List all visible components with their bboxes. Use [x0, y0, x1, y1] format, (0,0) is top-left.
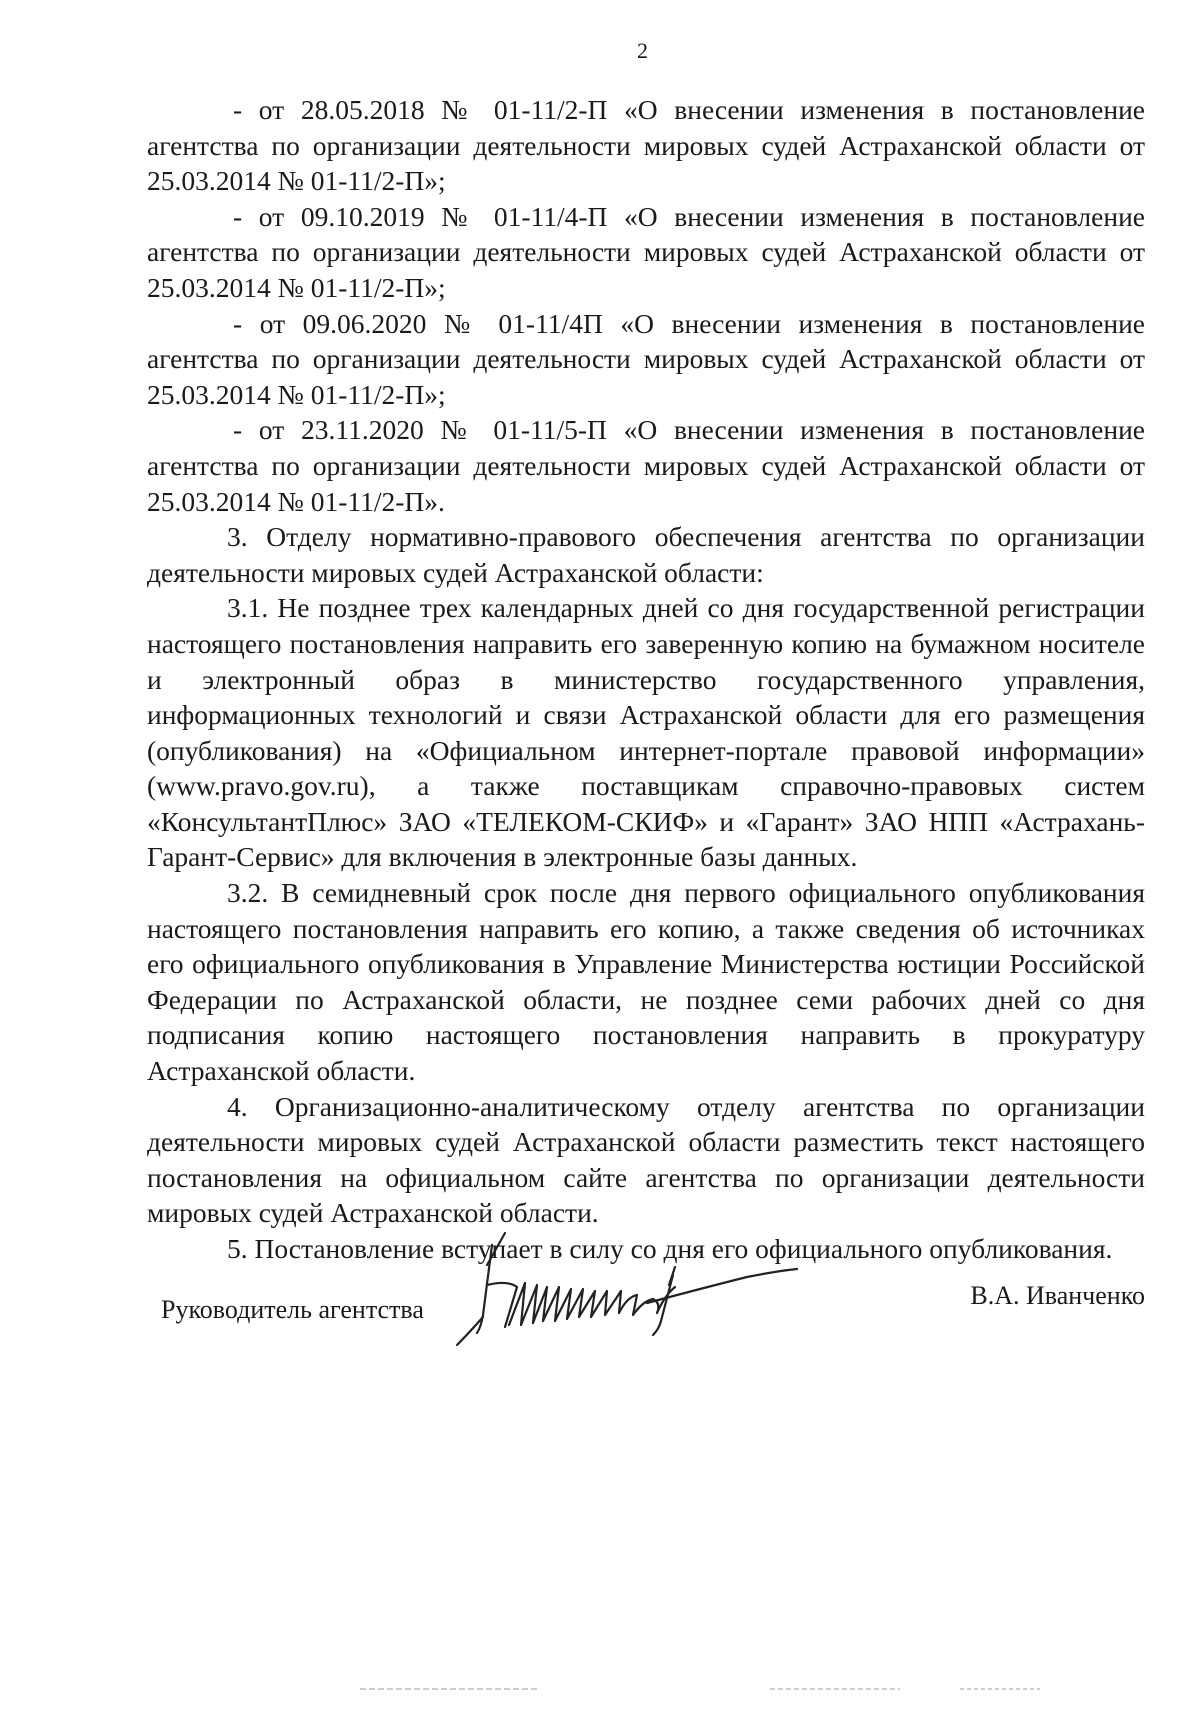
- handwritten-signature: [447, 1225, 827, 1355]
- signatory-name: В.А. Иванченко: [970, 1281, 1145, 1310]
- signatory-title: Руководитель агентства: [161, 1295, 424, 1324]
- clause-3: 3. Отделу нормативно-правового обеспечения агентства по организации деятельности мировых судей Астраханской области:: [147, 521, 1145, 588]
- amendment-item-3: - от 09.06.2020 № 01-11/4П «О внесении изменения в постановление агентства по организации деятельности мировых судей Астраханской области от 25.03.2014 № 01-11/2-П»;: [147, 307, 1145, 410]
- amendment-item-2: - от 09.10.2019 № 01-11/4-П «О внесении изменения в постановление агентства по организации деятельности мировых судей Астраханской области от 25.03.2014 № 01-11/2-П»;: [147, 200, 1145, 303]
- amendment-item-1: - от 28.05.2018 № 01-11/2-П «О внесении изменения в постановление агентства по организации деятельности мировых судей Астраханской области от 25.03.2014 № 01-11/2-П»;: [147, 94, 1145, 197]
- clause-3-1: 3.1. Не позднее трех календарных дней со дня государственной регистрации настоящего постановления направить его заверенную копию на бумажном носителе и электронный образ в министерство государственного управления, информационных технологий и связи Астраханской области для его размещения (опубликования) на «Официальном интернет-портале правовой информации» (www.pravo.gov.ru), а также поставщикам справочно-правовых систем «КонсультантПлюс» ЗАО «ТЕЛЕКОМ-СКИФ» и «Гарант» ЗАО НПП «Астрахань-Гарант-Сервис» для включения в электронные базы данных.: [147, 592, 1145, 873]
- clause-3-2: 3.2. В семидневный срок после дня первого официального опубликования настоящего постановления направить его копию, а также сведения об источниках его официального опубликования в Управление Министерства юстиции Российской Федерации по Астраханской области, не позднее семи рабочих дней со дня подписания копию настоящего постановления направить в прокуратуру Астраханской области.: [147, 877, 1145, 1087]
- scan-edge-marks: [0, 1686, 1200, 1692]
- clause-4: 4. Организационно-аналитическому отделу агентства по организации деятельности мировых судей Астраханской области разместить текст настоящего постановления на официальном сайте агентства по организации деятельности мировых судей Астраханской области.: [147, 1090, 1145, 1229]
- page-number: 2: [637, 38, 648, 63]
- signature-block: [147, 1225, 1145, 1385]
- amendment-item-4: - от 23.11.2020 № 01-11/5-П «О внесении изменения в постановление агентства по организации деятельности мировых судей Астраханской области от 25.03.2014 № 01-11/2-П».: [147, 414, 1145, 517]
- document-body: [147, 92, 1145, 1267]
- clause-5: 5. Постановление вступает в силу со дня его официального опубликования.: [227, 1233, 1113, 1264]
